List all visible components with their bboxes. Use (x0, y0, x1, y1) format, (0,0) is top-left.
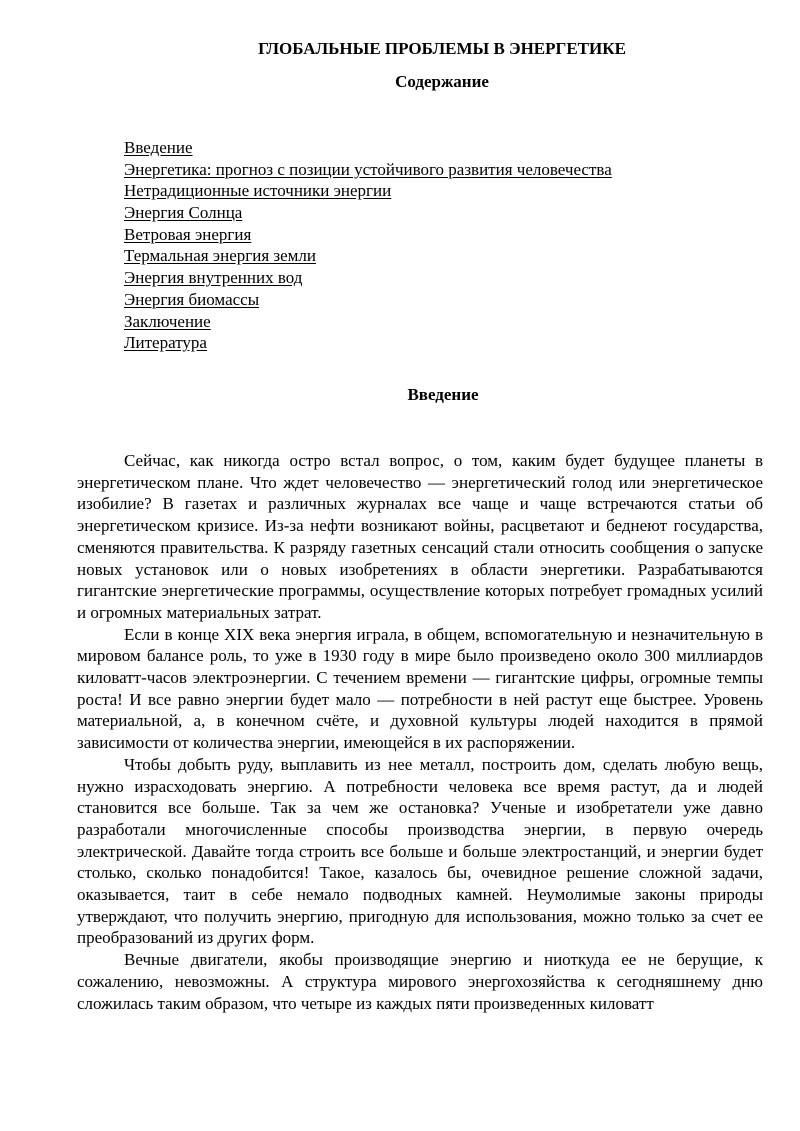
toc-item (124, 137, 744, 159)
toc-link-conclusion[interactable]: Заключение (124, 311, 211, 331)
toc-item (124, 159, 744, 181)
paragraph: Вечные двигатели, якобы производящие энергию и ниоткуда ее не берущие, к сожалению, невозможны. А структура мирового энергохозяйства к сегодняшнему дню сложилась таким образом, что четыре из каждых пяти произведенных киловатт (77, 950, 763, 1013)
introduction-heading: Введение (407, 385, 479, 404)
toc-link-biomass-energy[interactable]: Энергия биомассы (124, 289, 260, 309)
paragraph: Сейчас, как никогда остро встал вопрос, о том, каким будет будущее планеты в энергетическом плане. Что ждет человечество — энергетический голод или энергетическое изобилие? В газетах и различных журналах все чаще и чаще встречаются статьи об энергетическом кризисе. Из-за нефти возникают войны, расцветают и беднеют государства, сменяются правительства. К разряду газетных сенсаций стали относить сообщения о запуске новых установок или о новых изобретениях в области энергетики. Разрабатываются гигантские энергетические программы, осуществление которых потребует громадных усилий и огромных материальных затрат. (77, 451, 763, 622)
toc-link-solar-energy[interactable]: Энергия Солнца (124, 203, 243, 223)
toc-link-introduction[interactable]: Введение (124, 138, 193, 157)
toc-item (124, 202, 744, 224)
toc-link-literature[interactable]: Литература (124, 333, 207, 353)
toc-item (124, 245, 744, 267)
introduction-body (77, 450, 763, 1014)
toc-item (124, 289, 744, 311)
toc-link-wind-energy[interactable]: Ветровая энергия (124, 224, 252, 244)
document-title: ГЛОБАЛЬНЫЕ ПРОБЛЕМЫ В ЭНЕРГЕТИКЕ (258, 39, 626, 58)
toc-link-alternative-sources[interactable]: Нетрадиционные источники энергии (124, 181, 392, 201)
toc-link-inland-water-energy[interactable]: Энергия внутренних вод (124, 268, 303, 288)
toc-link-energy-forecast[interactable]: Энергетика: прогноз с позиции устойчивого развития человечества (124, 159, 612, 179)
toc-item (124, 224, 744, 246)
toc-item (124, 332, 744, 354)
toc-item (124, 311, 744, 333)
toc-item (124, 267, 744, 289)
paragraph: Чтобы добыть руду, выплавить из нее металл, построить дом, сделать любую вещь, нужно израсходовать энергию. А потребности человека все время растут, да и людей становится все больше. Так за чем же остановка? Ученые и изобретатели уже давно разработали многочисленные способы производства энергии, в первую очередь электрической. Давайте тогда строить все больше и больше электростанций, и энергии будет столько, сколько понадобится! Такое, казалось бы, очевидное решение сложной задачи, оказывается, таит в себе немало подводных камней. Неумолимые законы природы утверждают, что получить энергию, пригодную для использования, можно только за счет ее преобразований из других форм. (77, 754, 763, 948)
paragraph: Если в конце XIX века энергия играла, в общем, вспомогательную и незначительную в мировом балансе роль, то уже в 1930 году в мире было произведено около 300 миллиардов киловатт-часов электроэнергии. С течением времени — гигантские цифры, огромные темпы роста! И все равно энергии будет мало — потребности в ней растут еще быстрее. Уровень материальной, а, в конечном счёте, и духовной культуры людей находится в прямой зависимости от количества энергии, имеющейся в их распоряжении. (77, 624, 763, 753)
toc-link-geothermal-energy[interactable]: Термальная энергия земли (124, 246, 316, 266)
contents-heading: Содержание (395, 72, 489, 91)
table-of-contents (124, 137, 744, 354)
toc-item (124, 180, 744, 202)
